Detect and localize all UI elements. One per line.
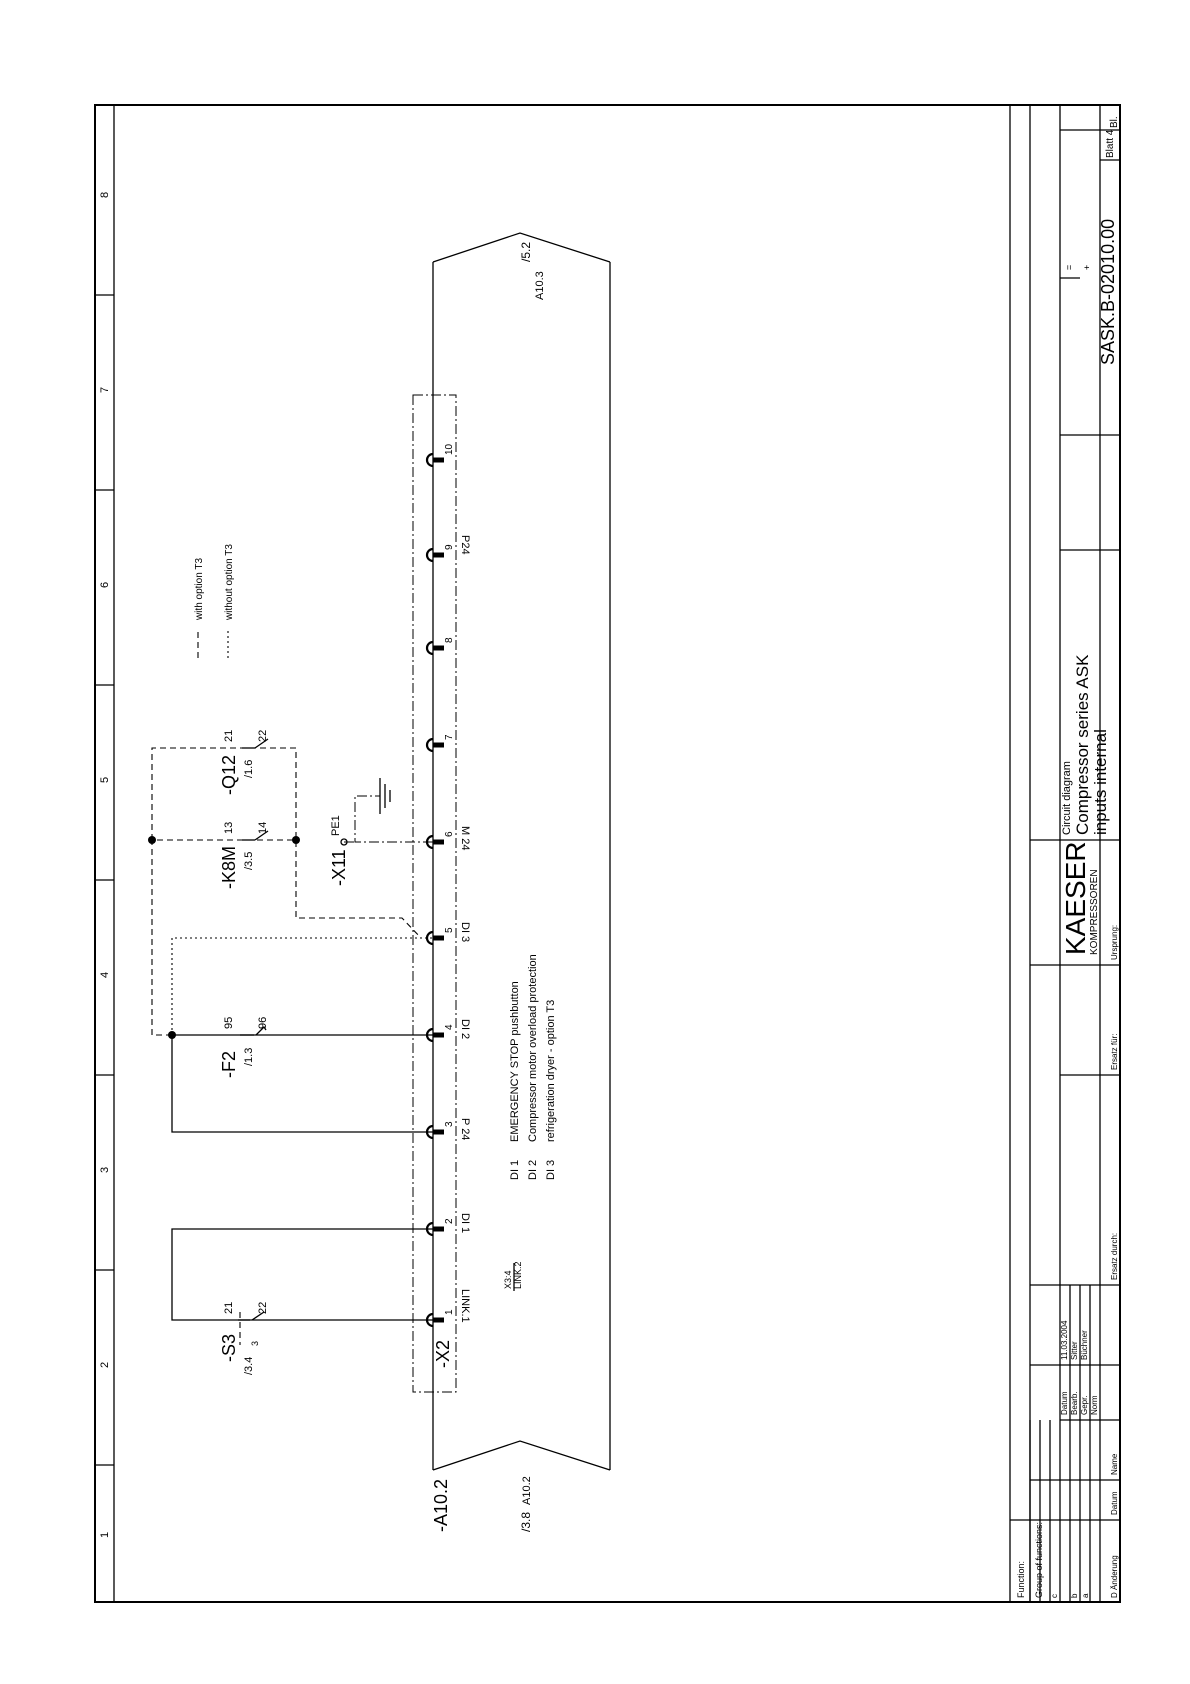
signal-labels [459, 535, 523, 1323]
tb-rev-b: b [1070, 1593, 1079, 1598]
terminal-number-6: 6 [444, 831, 455, 837]
grid-numbers [99, 192, 111, 1538]
s3-label: -S3 [219, 1333, 239, 1362]
f2-ref: /1.3 [243, 1047, 255, 1066]
q12-pin-b: 22 [257, 729, 269, 742]
x2-label: -X2 [433, 1339, 453, 1368]
note-code-2: DI 2 [527, 1159, 539, 1180]
terminal-8 [427, 637, 455, 654]
s3-pin-a: 21 [223, 1301, 235, 1314]
board-sub: A10.2 [521, 1476, 533, 1505]
board-label: -A10.2 [431, 1478, 451, 1532]
terminal-number-5: 5 [444, 927, 455, 933]
tb-ersatz-fuer: Ersatz für: [1110, 1033, 1119, 1070]
signal-t5: DI 3 [459, 922, 471, 943]
terminal-10 [427, 443, 455, 466]
terminal-number-8: 8 [444, 637, 455, 643]
tb-sheet: Blatt 4 [1105, 129, 1116, 158]
terminal-marks [427, 443, 455, 1326]
grid-col-7: 7 [99, 386, 111, 393]
k8m-label: -K8M [219, 845, 239, 889]
terminal-number-4: 4 [444, 1024, 455, 1030]
x11-label: -X11 [329, 849, 349, 886]
note-code-3: DI 3 [545, 1159, 557, 1180]
q12-pin-a: 21 [223, 729, 235, 742]
note-text-2: Compressor motor overload protection [527, 954, 539, 1142]
s3-ref: /3.4 [243, 1356, 255, 1375]
signal-t6: M 24 [459, 826, 471, 851]
grid-col-4: 4 [99, 971, 111, 978]
grid-col-6: 6 [99, 581, 111, 588]
f2-pin-b: 96 [257, 1016, 269, 1029]
signal-t9: P24 [459, 535, 471, 555]
tb-rev-name: Name [1110, 1453, 1119, 1475]
q12-label: -Q12 [219, 754, 239, 795]
terminal-number-3: 3 [444, 1121, 455, 1127]
terminal-9 [427, 544, 455, 561]
legend-without-t3: without option T3 [224, 544, 235, 620]
tb-title2: inputs internal [1091, 729, 1110, 835]
terminal-2 [427, 1218, 455, 1235]
terminal-number-1: 1 [444, 1309, 455, 1315]
tb-ersatz-durch: Ersatz durch: [1110, 1232, 1119, 1280]
terminal-4 [427, 1024, 455, 1041]
k8m-pin-b: 14 [257, 821, 269, 834]
s3-pin-b: 22 [257, 1301, 269, 1314]
board-continue-ref: /5.2 [519, 241, 533, 262]
legend-with-t3: with option T3 [194, 557, 205, 620]
tb-datum-value: 11.03.2004 [1060, 1320, 1069, 1360]
pe1-label: PE1 [330, 815, 342, 836]
tb-bearb-value: Sitter [1070, 1341, 1079, 1360]
terminal-number-9: 9 [444, 544, 455, 550]
terminal-3 [427, 1121, 455, 1138]
signal-link-top: X3:4 [503, 1270, 513, 1289]
tb-rev-header: D Änderung [1110, 1555, 1119, 1598]
signal-t1: LINK.1 [459, 1289, 471, 1323]
terminal-6 [427, 831, 455, 848]
terminal-5 [427, 927, 455, 944]
tb-group: Group of functions: [1034, 1521, 1044, 1598]
tb-ursprung: Ursprung: [1110, 924, 1119, 960]
notes [509, 954, 557, 1180]
tb-rev-datum: Datum [1110, 1491, 1119, 1515]
signal-t3: P 24 [459, 1118, 471, 1141]
wiring [148, 748, 433, 1320]
tb-rev-c: c [1050, 1594, 1059, 1598]
title-block-text [1016, 116, 1120, 1598]
tb-bearb-label: Bearb. [1070, 1391, 1079, 1415]
grid-col-2: 2 [99, 1361, 111, 1368]
grid-col-3: 3 [99, 1166, 111, 1173]
tb-title1: Compressor series ASK [1073, 654, 1092, 835]
k8m-ref: /3.5 [243, 851, 255, 870]
grid-col-5: 5 [99, 776, 111, 783]
grid-col-8: 8 [99, 191, 111, 198]
terminal-number-7: 7 [444, 734, 455, 740]
s3-pin-c: 3 [250, 1340, 260, 1346]
component-labels [219, 242, 546, 1532]
terminal-7 [427, 734, 455, 751]
signal-t2: DI 1 [459, 1213, 471, 1234]
grid-col-1: 1 [99, 1531, 111, 1538]
tb-company-logo: KAESER [1060, 841, 1091, 955]
note-code-1: DI 1 [509, 1159, 521, 1180]
note-text-1: EMERGENCY STOP pushbutton [509, 981, 521, 1142]
tb-company-sub: KOMPRESSOREN [1089, 869, 1100, 955]
f2-label: -F2 [219, 1051, 239, 1078]
tb-sheet-abbr: Bl. [1109, 116, 1120, 128]
note-text-3: refrigeration dryer - option T3 [545, 999, 557, 1142]
tb-rev-a: a [1081, 1593, 1090, 1598]
tb-drawing-no: SASK.B-02010.00 [1098, 218, 1118, 365]
signal-link-bottom: LINK.2 [513, 1261, 523, 1289]
tb-function: Function: [1016, 1560, 1026, 1598]
board-continue-label: A10.3 [534, 271, 546, 300]
tb-gepr-label: Gepr. [1080, 1395, 1089, 1415]
legend [194, 544, 235, 658]
tb-datum-label: Datum [1060, 1391, 1069, 1415]
terminal-number-2: 2 [444, 1218, 455, 1224]
tb-gepr-value: Büchner [1080, 1330, 1089, 1360]
tb-plus: + [1082, 264, 1092, 270]
tb-eq: = [1064, 264, 1074, 270]
board-ref: /3.8 [519, 1511, 533, 1532]
k8m-pin-a: 13 [223, 821, 235, 834]
tb-doc-type: Circuit diagram [1061, 761, 1073, 835]
terminal-1 [427, 1309, 455, 1326]
f2-pin-a: 95 [223, 1016, 235, 1029]
tb-norm-label: Norm [1090, 1395, 1099, 1415]
q12-ref: /1.6 [243, 759, 255, 778]
terminal-number-10: 10 [444, 443, 455, 455]
signal-t4: DI 2 [459, 1019, 471, 1040]
